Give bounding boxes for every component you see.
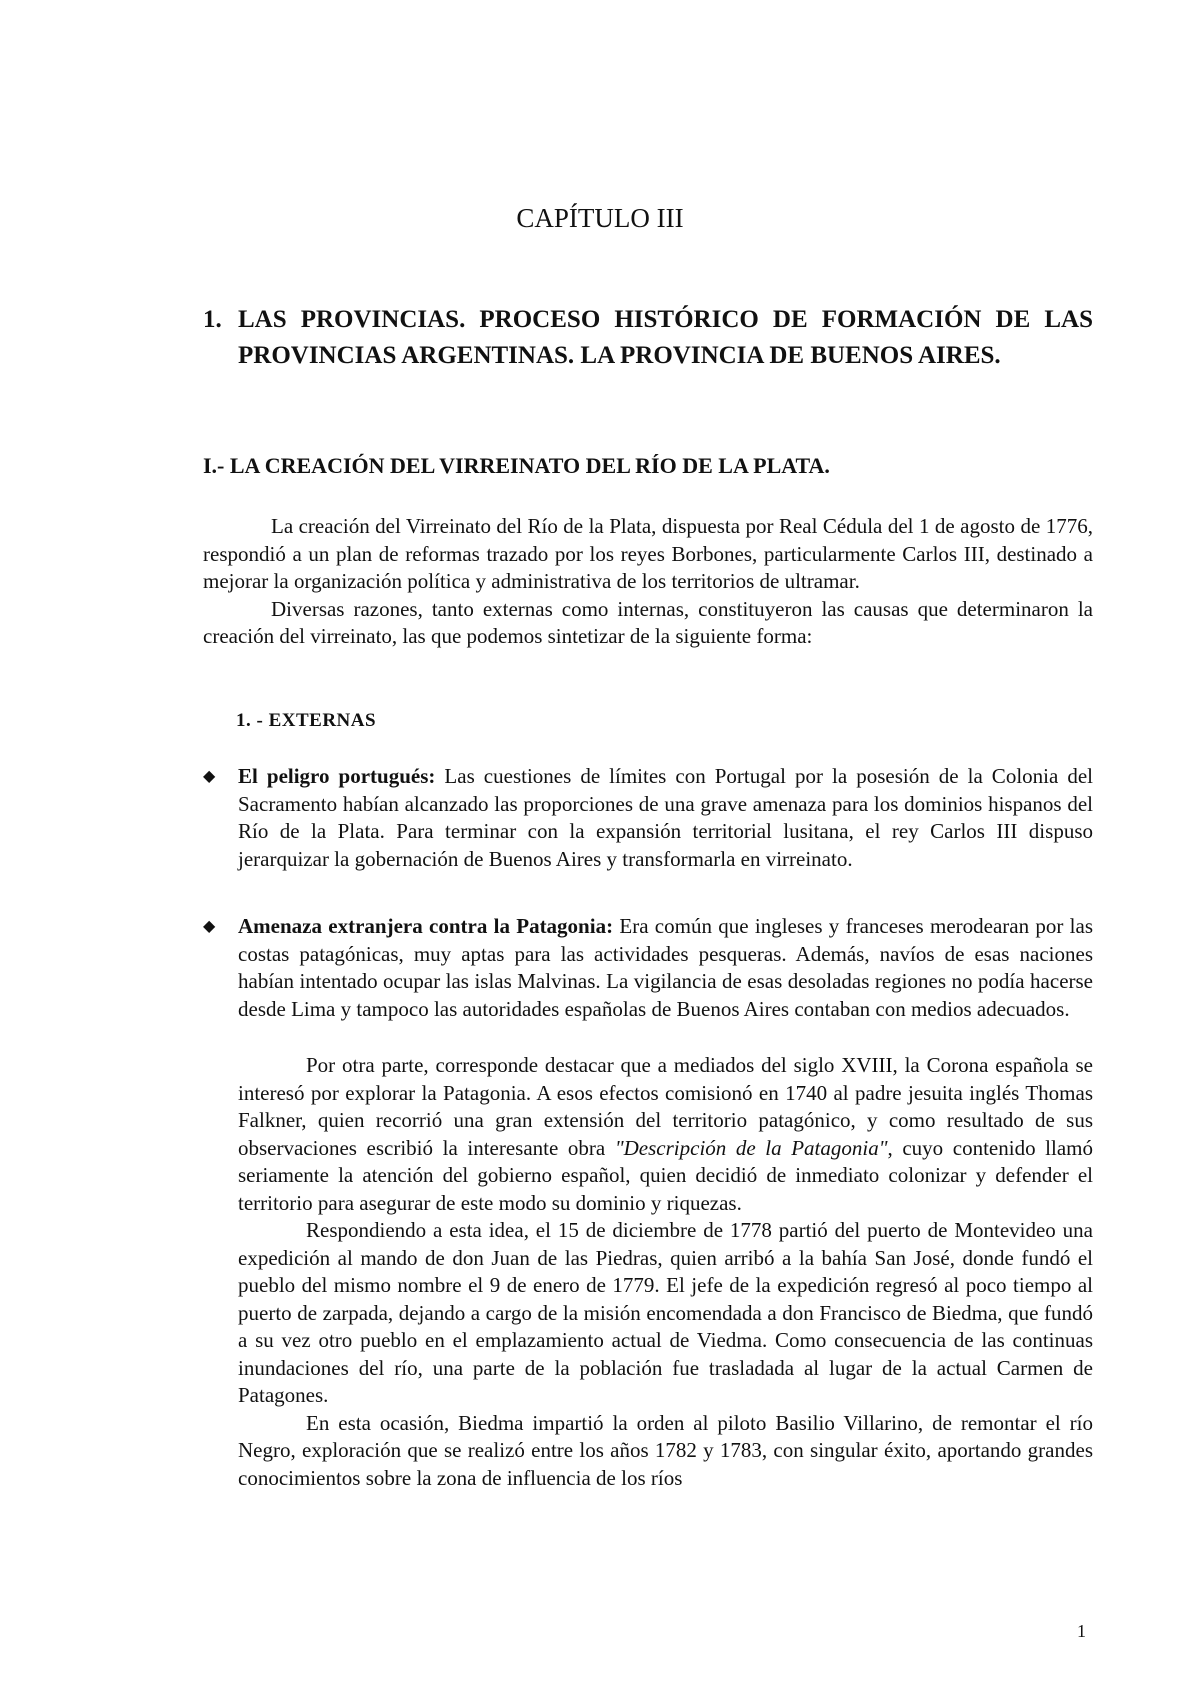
externas-heading: 1. - EXTERNAS — [236, 710, 377, 731]
bullet-lead: Amenaza extranjera contra la Patagonia: — [238, 914, 614, 938]
section-heading — [203, 302, 1093, 374]
book-title: "Descripción de la Patagonia" — [614, 1135, 888, 1160]
bullet-body: Era común que ingleses y franceses merodearan por las costas patagónicas, muy aptas para las actividades pesqueras. Además, navíos de esas naciones habían intentado ocupar las islas Malvinas. La vigilancia de esas desoladas regiones no podía hacerse desde Lima y tampoco las autoridades españolas de Buenos Aires contaban con medios adecuados. — [238, 914, 1094, 1021]
subsection-heading: I.- LA CREACIÓN DEL VIRREINATO DEL RÍO DE LA PLATA. — [203, 453, 830, 478]
paragraph-text: , cuyo contenido llamó seriamente la atención del gobierno español, quien decidió de inmediato colonizar y defender el territorio para asegurar de este modo su dominio y riquezas. — [238, 1135, 1093, 1215]
continuation-paragraph: En esta ocasión, Biedma impartió la orden al piloto Basilio Villarino, de remontar el río Negro, exploración que se realizó entre los años 1782 y 1783, con singular éxito, aportando grandes conocimientos sobre la zona de influencia de los ríos — [238, 1410, 1093, 1490]
bullet-lead: El peligro portugués: — [238, 764, 436, 788]
continuation-paragraph — [238, 1052, 1093, 1217]
intro-paragraph: La creación del Virreinato del Río de la Plata, dispuesta por Real Cédula del 1 de agosto de 1776, respondió a un plan de reformas trazado por los reyes Borbones, particularmente Carlos III, destinado a mejorar la organización política y administrativa de los territorios de ultramar. — [203, 514, 1093, 593]
section-number: 1. — [203, 306, 222, 333]
bullet-text — [203, 763, 1093, 873]
paragraph-text: Por otra parte, corresponde destacar que a mediados del siglo XVIII, la Corona española se interesó por explorar la Patagonia. A esos efectos comisionó en 1740 al padre jesuita inglés Thomas Falkner, quien recorrió una gran extensión del territorio patagónico, y como resultado de sus observaciones escribió la interesante obra — [238, 1053, 1093, 1160]
continuation-paragraph: Respondiendo a esta idea, el 15 de diciembre de 1778 partió del puerto de Montevideo una expedición al mando de don Juan de las Piedras, quien arribó a la bahía San José, donde fundó el pueblo del mismo nombre el 9 de enero de 1779. El jefe de la expedición regresó al poco tiempo al puerto de zarpada, dejando a cargo de la misión encomendada a don Francisco de Biedma, que fundó a su vez otro pueblo en el emplazamiento actual de Viedma. Como consecuencia de las continuas inundaciones del río, una parte de la población fue trasladada al lugar de la actual Carmen de Patagones. — [238, 1218, 1093, 1407]
page-number: 1 — [1077, 1621, 1086, 1641]
bullet-item-patagonia-threat — [203, 913, 1093, 1023]
section-title: LAS PROVINCIAS. PROCESO HISTÓRICO DE FORMACIÓN DE LAS PROVINCIAS ARGENTINAS. LA PROVINCIA DE BUENOS AIRES. — [238, 306, 1093, 369]
chapter-title: CAPÍTULO III — [516, 203, 684, 233]
diamond-bullet-icon: ◆ — [203, 768, 216, 785]
continuation-text — [238, 1052, 1093, 1492]
bullet-body: Las cuestiones de límites con Portugal por la posesión de la Colonia del Sacramento habían alcanzado las proporciones de una grave amenaza para los dominios hispanos del Río de la Plata. Para terminar con la expansión territorial lusitana, el rey Carlos III dispuso jerarquizar la gobernación de Buenos Aires y transformarla en virreinato. — [238, 764, 1094, 871]
bullet-item-portuguese-threat — [203, 763, 1093, 873]
intro-paragraph: Diversas razones, tanto externas como internas, constituyeron las causas que determinaron la creación del virreinato, las que podemos sintetizar de la siguiente forma: — [203, 596, 1093, 648]
intro-text — [203, 513, 1093, 651]
diamond-bullet-icon: ◆ — [203, 918, 216, 935]
bullet-text — [203, 913, 1093, 1023]
